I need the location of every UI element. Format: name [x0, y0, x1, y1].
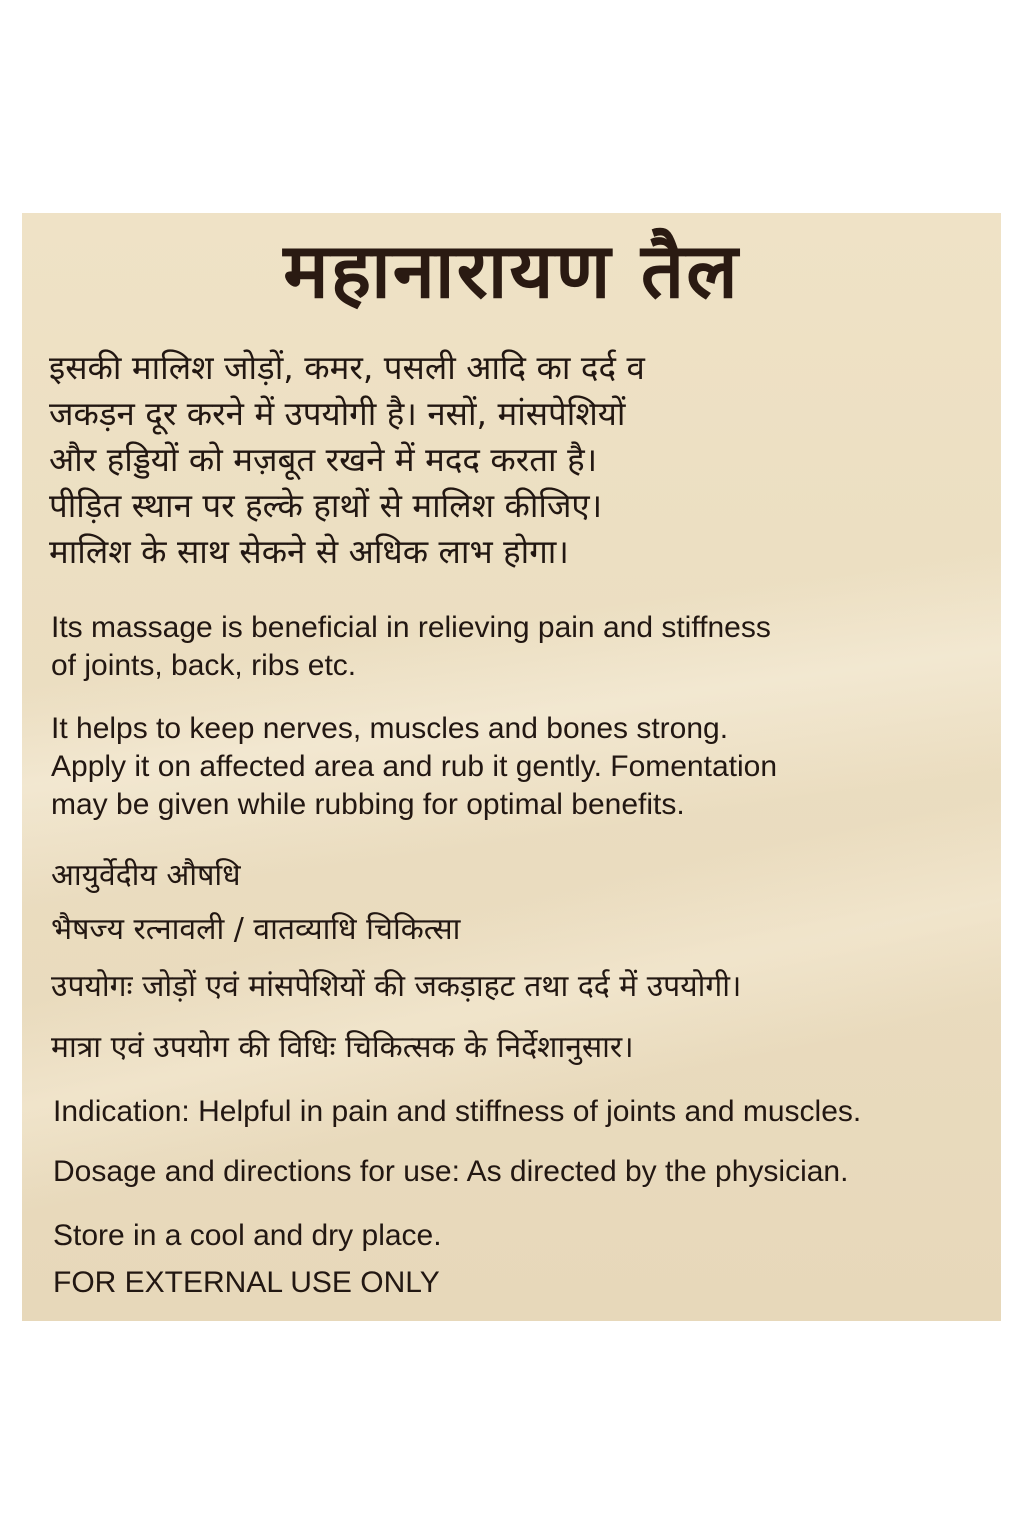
hindi-description-line: मालिश के साथ सेकने से अधिक लाभ होगा।	[49, 532, 569, 571]
external-use-warning: FOR EXTERNAL USE ONLY	[53, 1266, 440, 1299]
indication-text: Indication: Helpful in pain and stiffness of joints and muscles.	[53, 1095, 862, 1128]
hindi-description-line: जकड़न दूर करने में उपयोगी है। नसों, मांसपेशियों	[49, 394, 626, 433]
english-description-2	[51, 710, 991, 824]
storage-text: Store in a cool and dry place.	[53, 1219, 442, 1252]
english-description-line: It helps to keep nerves, muscles and bones strong.	[51, 712, 729, 745]
hindi-description	[49, 345, 989, 575]
english-description-line: Its massage is beneficial in relieving pain and stiffness	[51, 611, 771, 644]
dosage-hindi: मात्रा एवं उपयोग की विधिः चिकित्सक के निर्देशानुसार।	[51, 1030, 634, 1065]
category-hindi: आयुर्वेदीय औषधि	[51, 858, 241, 893]
english-description-line: of joints, back, ribs etc.	[51, 649, 357, 682]
english-description-line: Apply it on affected area and rub it gently. Fomentation	[51, 750, 778, 783]
dosage-text: Dosage and directions for use: As directed by the physician.	[53, 1155, 849, 1188]
product-title: महानारायण तैल	[283, 226, 740, 315]
english-description-1	[51, 609, 991, 685]
hindi-description-line: इसकी मालिश जोड़ों, कमर, पसली आदि का दर्द व	[49, 348, 645, 387]
english-description-line: may be given while rubbing for optimal benefits.	[51, 788, 685, 821]
hindi-description-line: पीड़ित स्थान पर हल्के हाथों से मालिश कीजिए।	[49, 486, 603, 525]
product-label	[22, 213, 1001, 1321]
usage-hindi: उपयोगः जोड़ों एवं मांसपेशियों की जकड़ाहट तथा दर्द में उपयोगी।	[51, 969, 742, 1004]
reference-hindi: भैषज्य रत्नावली / वातव्याधि चिकित्सा	[51, 912, 461, 947]
hindi-description-line: और हड्डियों को मज़बूत रखने में मदद करता है।	[49, 440, 598, 479]
